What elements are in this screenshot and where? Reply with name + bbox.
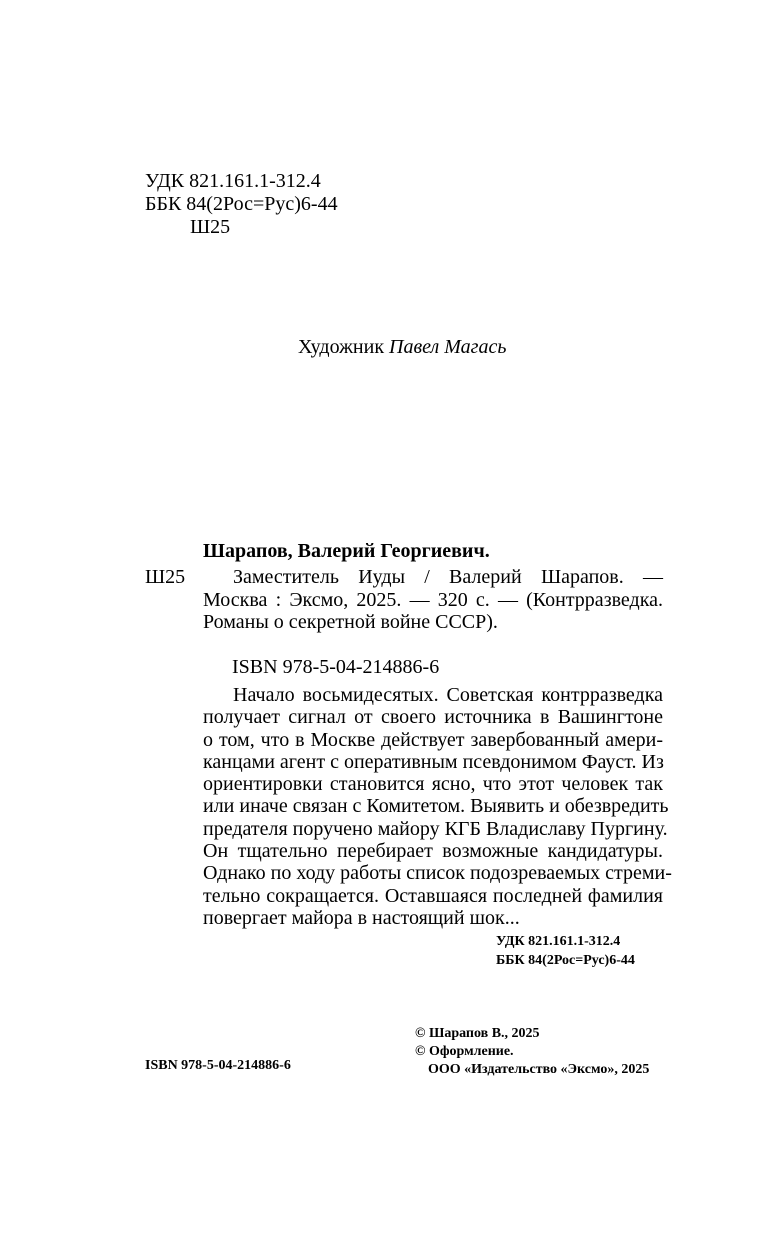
copyright-author: © Шарапов В., 2025	[415, 1026, 540, 1041]
biblio-line: Романы о секретной войне СССР).	[203, 611, 498, 633]
annotation-line: о том, что в Москве действует завербованный амери-	[203, 728, 663, 751]
annotation-line: Начало восьмидесятых. Советская контрразведка	[233, 684, 663, 706]
artist-credit	[298, 336, 506, 359]
annotation-line: предателя поручено майору КГБ Владиславу Пургину.	[203, 817, 668, 840]
annotation-line: или иначе связан с Комитетом. Выявить и обезвредить	[203, 795, 669, 818]
annotation-line: тельно сокращается. Оставшаяся последней фамилия	[203, 884, 663, 907]
copyright-publisher: ООО «Издательство «Эксмо», 2025	[428, 1062, 650, 1077]
record-author: Шарапов, Валерий Георгиевич.	[203, 540, 490, 562]
annotation-line: канцами агент с оперативным псевдонимом Фауст. Из	[203, 750, 664, 773]
footer-udk: УДК 821.161.1-312.4	[496, 934, 621, 949]
biblio-line: Москва : Эксмо, 2025. — 320 с. — (Контрразведка.	[203, 588, 663, 611]
footer-bbk: ББК 84(2Рос=Рус)6-44	[496, 953, 635, 968]
annotation-line: получает сигнал от своего источника в Вашингтоне	[203, 706, 663, 729]
record-isbn: ISBN 978-5-04-214886-6	[232, 656, 440, 678]
annotation-line: Он тщательно перебирает возможные кандидатуры.	[203, 840, 663, 863]
copyright-design: © Оформление.	[415, 1044, 514, 1059]
footer-classification	[496, 932, 635, 970]
author-sign: Ш25	[190, 216, 231, 238]
udk-code: УДК 821.161.1-312.4	[145, 170, 321, 192]
biblio-line: Заместитель Иуды / Валерий Шарапов. —	[233, 566, 663, 588]
annotation-line: повергает майора в настоящий шок...	[203, 906, 520, 929]
bibliographic-description	[203, 566, 663, 634]
copyright-block	[415, 1025, 649, 1079]
annotation	[203, 684, 672, 929]
artist-name: Павел Магась	[389, 336, 507, 358]
annotation-line: Однако по ходу работы список подозреваемых стреми-	[203, 862, 672, 885]
bbk-code: ББК 84(2Рос=Рус)6-44	[145, 193, 338, 215]
artist-label: Художник	[298, 336, 390, 358]
footer-isbn: ISBN 978-5-04-214886-6	[145, 1058, 291, 1073]
classification-block	[145, 170, 338, 239]
record-code: Ш25	[145, 566, 186, 588]
annotation-line: ориентировки становится ясно, что этот человек так	[203, 773, 663, 796]
